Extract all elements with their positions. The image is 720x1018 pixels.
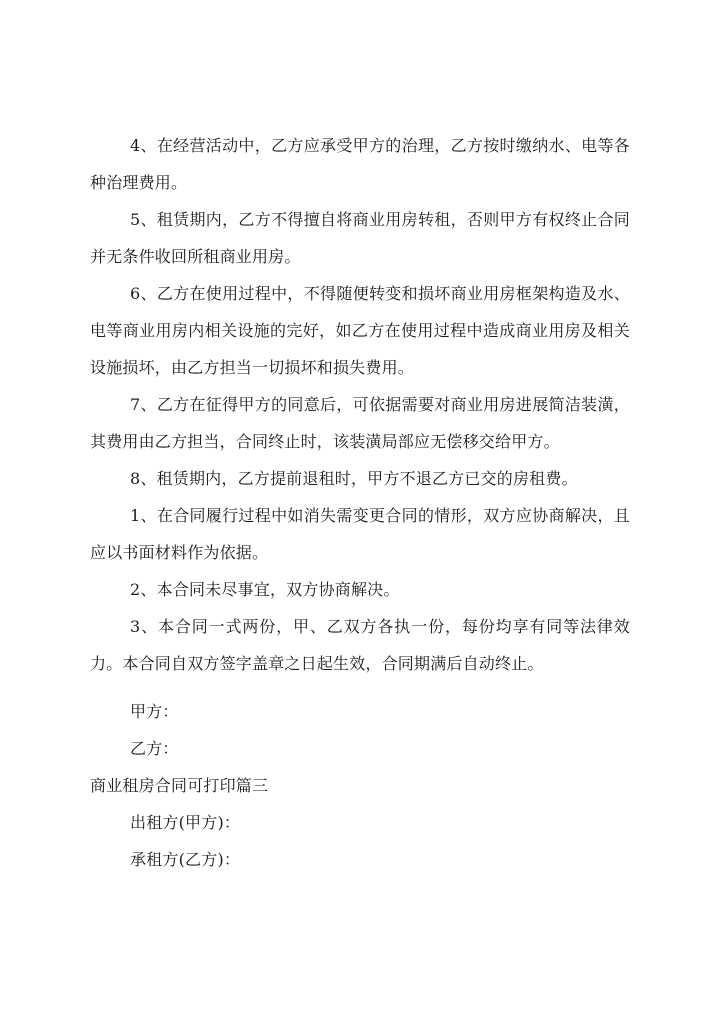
clause-paragraph: 4、在经营活动中，乙方应承受甲方的治理，乙方按时缴纳水、电等各种治理费用。	[90, 136, 630, 192]
lessor-label: 出租方(甲方)：	[130, 813, 241, 832]
section-title: 商业租房合同可打印篇三	[90, 776, 269, 795]
clause-paragraph: 1、在合同履行过程中如消失需变更合同的情形，双方应协商解决，且应以书面材料作为依据。	[90, 506, 630, 562]
lessee-label: 承租方(乙方)：	[130, 850, 241, 869]
party-b-label: 乙方：	[130, 739, 179, 758]
clause-paragraph: 8、租赁期内，乙方提前退租时，甲方不退乙方已交的房租费。	[130, 469, 578, 488]
clause-paragraph: 7、乙方在征得甲方的同意后，可依据需要对商业用房进展简洁装潢，其费用由乙方担当，合同终止时，该装潢局部应无偿移交给甲方。	[90, 395, 630, 451]
clause-paragraph: 6、乙方在使用过程中，不得随便转变和损坏商业用房框架构造及水、电等商业用房内相关设施的完好，如乙方在使用过程中造成商业用房及相关设施损坏，由乙方担当一切损坏和损失费用。	[90, 284, 630, 377]
clause-paragraph: 2、本合同未尽事宜，双方协商解决。	[130, 580, 400, 599]
party-a-label: 甲方：	[130, 702, 179, 721]
clause-paragraph: 5、租赁期内，乙方不得擅自将商业用房转租，否则甲方有权终止合同并无条件收回所租商业用房。	[90, 210, 630, 266]
clause-paragraph: 3、本合同一式两份，甲、乙双方各执一份，每份均享有同等法律效力。本合同自双方签字盖章之日起生效，合同期满后自动终止。	[90, 617, 630, 673]
